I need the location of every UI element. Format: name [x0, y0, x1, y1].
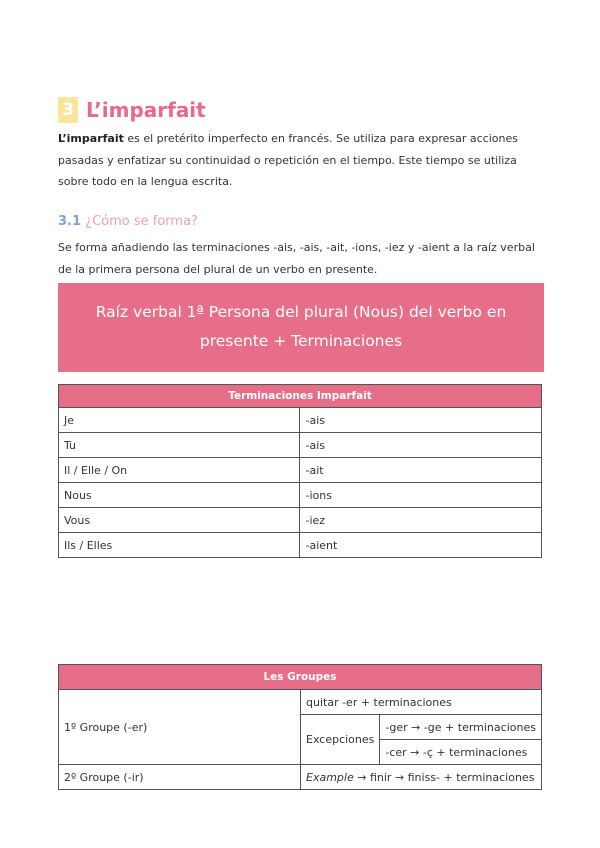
pronoun-cell: Je — [59, 408, 300, 433]
pronoun-cell: Ils / Elles — [59, 533, 300, 558]
ending-cell: -aient — [300, 533, 542, 558]
example-word: Example — [306, 770, 354, 784]
intro-paragraph — [58, 128, 548, 193]
ending-cell: -ions — [300, 483, 542, 508]
pronoun-cell: Nous — [59, 483, 300, 508]
section-heading — [58, 97, 206, 123]
subsection-number: 3.1 — [58, 214, 82, 229]
subsection-title: ¿Cómo se forma? — [85, 214, 198, 229]
ending-cell: -ais — [300, 408, 542, 433]
exception-cer: -cer → -ç + terminaciones — [380, 740, 542, 765]
intro-term: L’imparfait — [58, 132, 124, 145]
table-row — [59, 533, 542, 558]
formula-line-2: presente + Terminaciones — [199, 332, 403, 350]
section-title: L’imparfait — [86, 98, 206, 122]
formula-banner — [58, 283, 544, 372]
table-row — [59, 765, 542, 790]
endings-table — [58, 384, 542, 558]
group1-rule: quitar -er + terminaciones — [301, 690, 542, 715]
endings-table-header: Terminaciones Imparfait — [59, 385, 542, 408]
exception-ger: -ger → -ge + terminaciones — [380, 715, 542, 740]
subsection-heading — [58, 214, 198, 229]
ending-cell: -iez — [300, 508, 542, 533]
pronoun-cell: Il / Elle / On — [59, 458, 300, 483]
group1-label: 1º Groupe (-er) — [59, 690, 301, 765]
table-row — [59, 690, 542, 715]
groups-table-header: Les Groupes — [59, 665, 542, 690]
formula-line-1: Raíz verbal 1ª Persona del plural (Nous) del verbo en — [95, 303, 507, 321]
intro-text: es el pretérito imperfecto en francés. Se utiliza para expresar acciones pasadas y enfatizar su continuidad o repetición en el tiempo. Este tiempo se utiliza sobre todo en la lengua escrita. — [58, 132, 518, 188]
groups-table — [58, 664, 542, 790]
group2-label: 2º Groupe (-ir) — [59, 765, 301, 790]
table-row — [59, 483, 542, 508]
ending-cell: -ais — [300, 433, 542, 458]
pronoun-cell: Tu — [59, 433, 300, 458]
group2-rule-text: → finir → finiss- + terminaciones — [353, 770, 535, 784]
exceptions-label: Excepciones — [301, 715, 380, 765]
table-row — [59, 433, 542, 458]
ending-cell: -ait — [300, 458, 542, 483]
table-row — [59, 508, 542, 533]
section-number-badge: 3 — [58, 97, 78, 123]
formation-paragraph: Se forma añadiendo las terminaciones -ais, -ais, -ait, -ions, -iez y -aient a la raíz verbal de la primera persona del plural de un verbo en presente. — [58, 241, 535, 276]
pronoun-cell: Vous — [59, 508, 300, 533]
group2-rule — [301, 765, 542, 790]
table-row — [59, 458, 542, 483]
table-row — [59, 408, 542, 433]
